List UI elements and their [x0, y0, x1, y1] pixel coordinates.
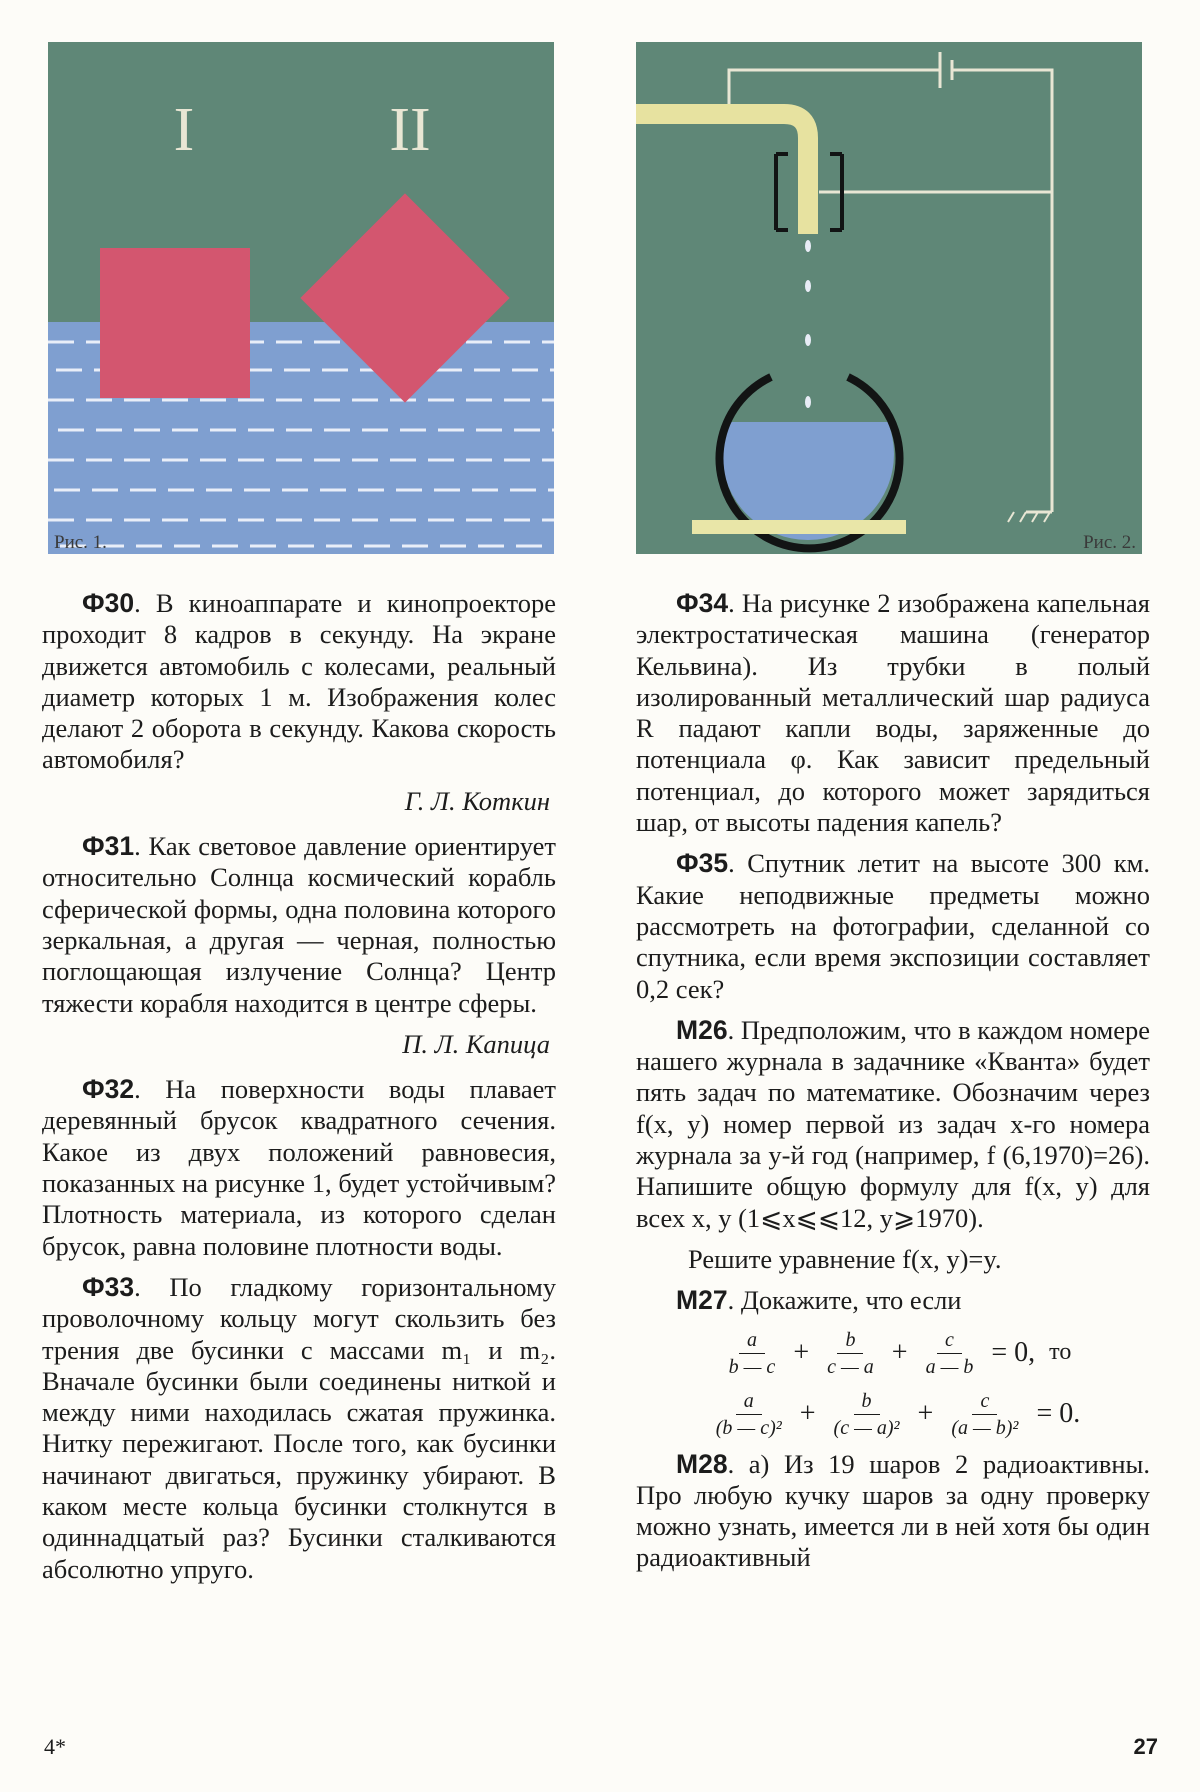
plus-sign: + — [793, 1337, 810, 1369]
figure-2 — [636, 42, 1142, 554]
fraction — [918, 1327, 982, 1380]
equation-1 — [636, 1327, 1150, 1380]
insulating-stand — [692, 520, 906, 534]
problem-text: . Предположим, что в каждом номере нашего журнала в задачнике «Кванта» будет пять задач по математике. Обозначим через f(x, y) номер первой из задач x-го номера журнала за y-й год (например, f (6,1970)=26). Напишите общую формулу для f(x, y) для всех x, y (1⩽x⩽⩽12, y⩾1970). — [636, 1014, 1150, 1233]
problem-author: Г. Л. Коткин — [404, 785, 550, 816]
problem-author: П. Л. Капица — [402, 1028, 550, 1059]
page-number: 27 — [1133, 1734, 1158, 1759]
numerator: a — [739, 1327, 765, 1354]
fraction — [943, 1388, 1026, 1441]
denominator: c — a — [827, 1355, 874, 1378]
problem-m28 — [636, 1449, 1150, 1574]
plus-sign: + — [799, 1398, 816, 1430]
problem-id: М26 — [676, 1014, 728, 1045]
problem-f34 — [636, 588, 1150, 838]
equals-zero: = 0. — [1036, 1398, 1081, 1430]
plus-sign: + — [891, 1337, 908, 1369]
problem-id: М28 — [676, 1448, 728, 1479]
problem-id: Ф34 — [676, 588, 729, 618]
problem-text: . На поверхности воды плавает деревянный брусок квадратного сечения. Какое из двух положений равновесия, показанных на рисунке 1, будет устойчивым? Плотность материала, из которого сделан брусок, равна половине плотности воды. — [42, 1074, 556, 1261]
problem-id: Ф31 — [82, 831, 135, 862]
problem-text: . Спутник летит на высоте 300 км. Какие неподвижные предметы можно рассмотреть на фотографии, сделанной со спутника, если время экспозиции составляет 0,2 сек? — [636, 848, 1150, 1004]
signature-mark: 4* — [44, 1734, 66, 1759]
problem-m26 — [636, 1015, 1150, 1234]
numerator: b — [854, 1388, 880, 1415]
denominator: b — c — [728, 1355, 776, 1378]
problem-text: . а) Из 19 шаров 2 радиоактивны. Про любую кучку шаров за одну проверку можно узнать, имеется ли в ней хотя бы один радиоактивный — [636, 1448, 1150, 1573]
plus-sign: + — [917, 1398, 934, 1430]
fraction — [819, 1327, 882, 1380]
fraction — [721, 1327, 784, 1380]
problem-m27 — [636, 1285, 1150, 1316]
problem-f35 — [636, 848, 1150, 1004]
problem-id: Ф32 — [82, 1074, 135, 1105]
problem-text: . На рисунке 2 изображена капельная электростатическая машина (генератор Кельвина). Из трубки в полый изолированный металлический шар радиуса R падают капли воды, заряженные до потенциала φ. Как зависит предельный потенциал, до которого может зарядиться шар, от высоты падения капель? — [636, 588, 1150, 838]
numerator: c — [937, 1327, 962, 1354]
problem-f33 — [42, 1272, 556, 1585]
numerator: c — [972, 1388, 997, 1415]
denominator: (c — a)² — [833, 1416, 900, 1439]
problem-text: . В киноаппарате и кинопроекторе проходит 8 кадров в секунду. На экране движется автомобиль с колесами, реальный диаметр которых 1 м. Изображения колес делают 2 оборота в секунду. Какова скорость автомобиля? — [42, 588, 556, 775]
figure-2-caption: Рис. 2. — [1083, 532, 1136, 553]
fraction — [708, 1388, 790, 1441]
problem-m26-task: Решите уравнение f(x, y)=y. — [688, 1243, 1002, 1274]
figure-2-drawing — [636, 42, 1142, 554]
equation-2 — [636, 1388, 1150, 1441]
problem-f31 — [42, 831, 556, 1019]
numerator: a — [736, 1388, 762, 1415]
problem-id: Ф35 — [676, 848, 729, 879]
figure-1-caption: Рис. 1. — [54, 532, 107, 553]
problem-id: Ф33 — [82, 1271, 135, 1302]
block-position-1 — [100, 248, 250, 398]
tube-end — [798, 218, 818, 234]
figure-1 — [48, 42, 554, 554]
denominator: a — b — [925, 1355, 974, 1378]
problem-id: М27 — [676, 1285, 728, 1316]
problem-id: Ф30 — [82, 588, 135, 618]
right-column — [636, 588, 1150, 1584]
problem-text: . Как световое давление ориентирует относительно Солнца космический корабль сферической формы, одна половина которого зеркальная, а другая — черная, полностью поглощающая излучение Солнца? Центр тяжести корабля находится в центре сферы. — [42, 831, 556, 1018]
then-word: то — [1049, 1339, 1072, 1366]
denominator: (a — b)² — [951, 1416, 1019, 1439]
figure-1-drawing — [48, 42, 554, 554]
label-i: I — [173, 96, 195, 164]
denominator: (b — c)² — [715, 1416, 782, 1439]
problem-text: . Докажите, что если — [727, 1285, 962, 1316]
numerator: b — [837, 1327, 863, 1354]
left-column — [42, 588, 556, 1595]
problem-text: . По гладкому горизонтальному проволочному кольцу могут скользить без трения две бусинки с массами m₁ и m₂. Вначале бусинки были соединены ниткой и между ними находилась сжатая пружинка. Нитку пережигают. После того, как бусинки начинают двигаться, пружинку убирают. В каком месте кольца бусинки столкнутся в одиннадцатый раз? Бусинки сталкиваются абсолютно упруго. — [42, 1271, 556, 1584]
fraction — [826, 1388, 908, 1441]
problem-f32 — [42, 1074, 556, 1262]
equals-zero: = 0, — [991, 1337, 1036, 1369]
label-ii: II — [389, 96, 431, 164]
problem-f30 — [42, 588, 556, 776]
